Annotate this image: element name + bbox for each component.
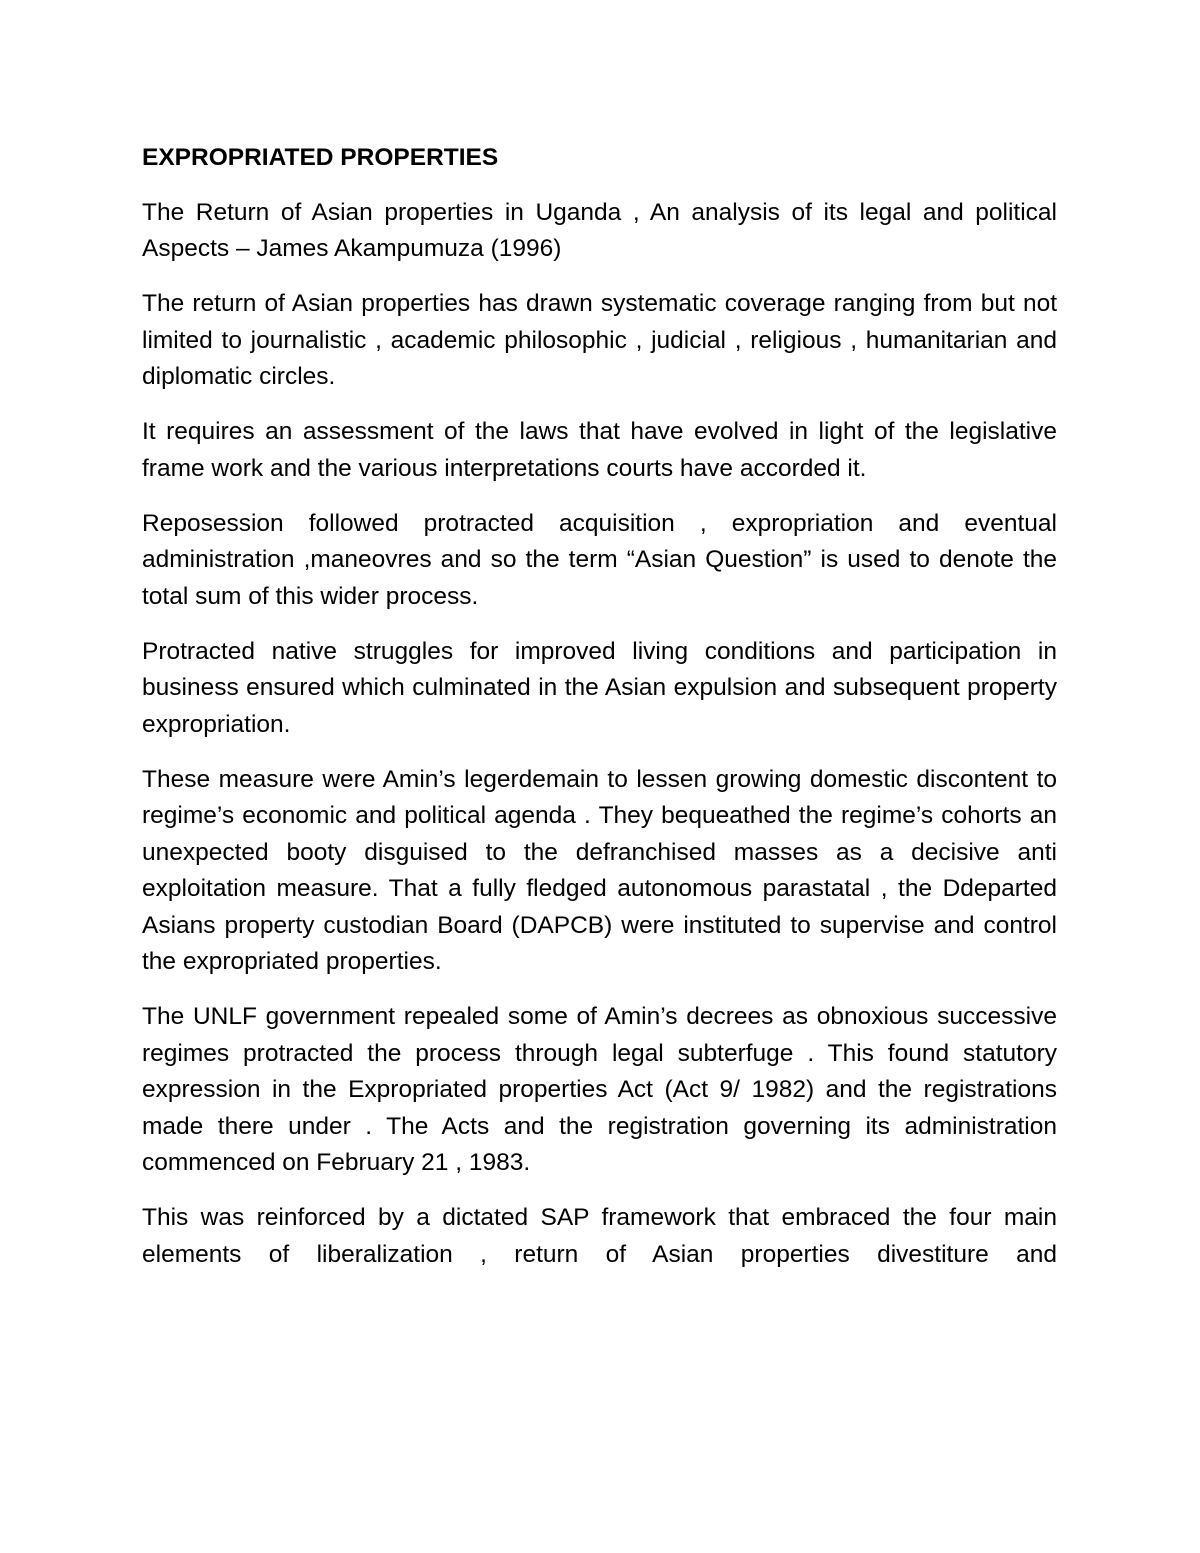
document-title: EXPROPRIATED PROPERTIES (142, 144, 499, 171)
paragraph-citation: The Return of Asian properties in Uganda , An analysis of its legal and political Aspects – James Akampumuza (1996) (142, 198, 1057, 262)
paragraph-unlf-government: The UNLF government repealed some of Amin’s decrees as obnoxious successive regimes protracted the process through legal subterfuge . This found statutory expression in the Expropriated properties Act (Act 9/ 1982) and the registrations made there under . The Acts and the registration governing its administration commenced on February 21 , 1983. (142, 1003, 1057, 1176)
paragraph-amin-measures: These measure were Amin’s legerdemain to lessen growing domestic discontent to regime’s economic and political agenda . They bequeathed the regime’s cohorts an unexpected booty disguised to the defranchised masses as a decisive anti exploitation measure. That a fully fledged autonomous parastatal , the Ddeparted Asians property custodian Board (DAPCB) were instituted to supervise and control the expropriated properties. (142, 765, 1057, 975)
paragraph-sap-framework: This was reinforced by a dictated SAP framework that embraced the four main elements of liberalization , return of Asian properties divestiture and (142, 1204, 1057, 1268)
paragraph-native-struggles: Protracted native struggles for improved living conditions and participation in business ensured which culminated in the Asian expulsion and subsequent property expropriation. (142, 637, 1057, 738)
paragraph-assessment: It requires an assessment of the laws that have evolved in light of the legislative frame work and the various interpretations courts have accorded it. (142, 418, 1057, 482)
document-body (142, 140, 1057, 1273)
paragraph-coverage: The return of Asian properties has drawn systematic coverage ranging from but not limited to journalistic , academic philosophic , judicial , religious , humanitarian and diplomatic circles. (142, 290, 1057, 390)
paragraph-reposession: Reposession followed protracted acquisition , expropriation and eventual administration ,maneovres and so the term “Asian Question” is used to denote the total sum of this wider process. (142, 509, 1057, 610)
